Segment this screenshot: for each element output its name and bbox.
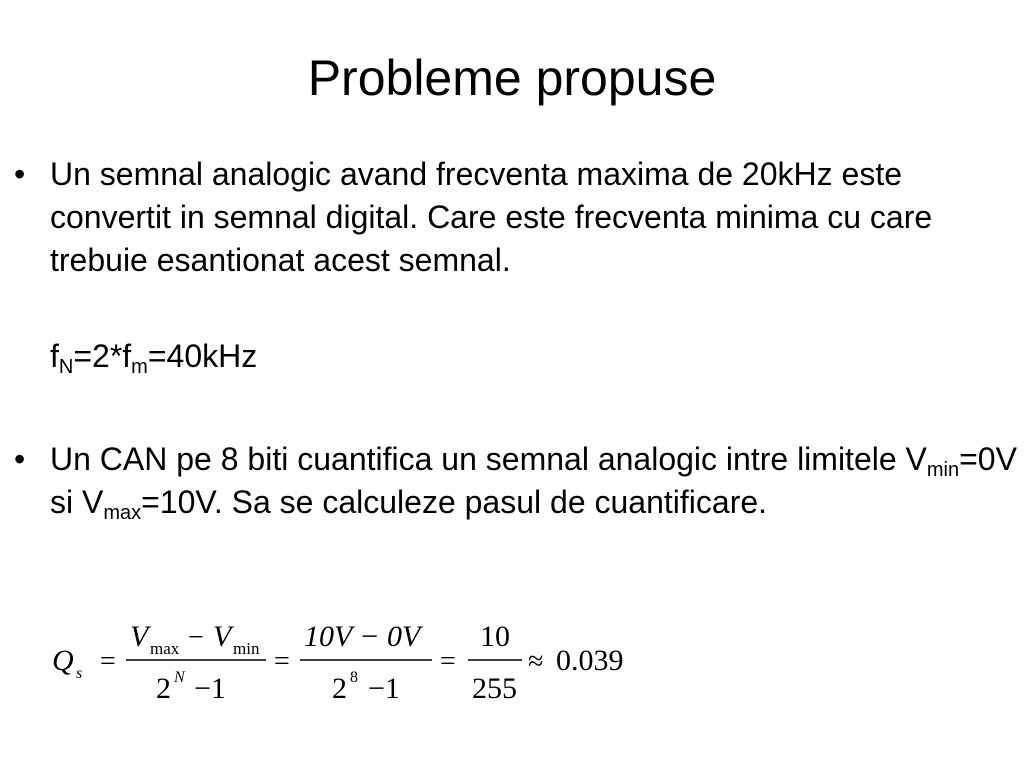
bullet-text-part: =10V. Sa se calculeze pasul de cuantificare. <box>141 484 768 520</box>
formula-v1: V <box>130 620 149 653</box>
answer-nyquist <box>50 335 257 378</box>
formula-frac3-num: 10 <box>480 620 510 653</box>
formula-den2-rest: −1 <box>368 672 400 705</box>
formula-frac2-num: 10V − 0V <box>304 620 421 653</box>
formula-approx: ≈ <box>528 646 544 677</box>
quantization-formula <box>50 612 650 717</box>
formula-v2-sub: min <box>233 639 260 658</box>
formula-den1-rest: −1 <box>194 672 226 705</box>
answer-sub-n: N <box>58 356 74 378</box>
answer-end: =40kHz <box>147 338 258 374</box>
bullet-dot-icon: • <box>14 441 26 477</box>
answer-sub-m: m <box>131 356 148 378</box>
formula-den1-exp: N <box>174 669 185 686</box>
formula-den2-base: 2 <box>332 672 347 705</box>
formula-q-sub: s <box>76 665 83 682</box>
formula-result: 0.039 <box>556 644 624 677</box>
answer-f: f <box>50 338 59 374</box>
formula-eq-3: = <box>440 646 456 677</box>
bullet-text-part: =0V si V <box>50 441 1017 520</box>
bullet-text <box>50 438 1020 524</box>
subscript-min: min <box>926 459 960 481</box>
bullet-dot-icon: • <box>14 156 26 192</box>
answer-mid: =2*f <box>73 338 132 374</box>
formula-frac3-den: 255 <box>472 672 517 705</box>
formula-v1-sub: max <box>150 639 180 658</box>
formula-minus: − <box>188 622 204 653</box>
slide-title: Probleme propuse <box>307 50 717 106</box>
formula-eq-1: = <box>100 646 116 677</box>
formula-den2-exp: 8 <box>350 669 358 686</box>
formula-eq-2: = <box>274 646 290 677</box>
bullet-text-part: Un CAN pe 8 biti cuantifica un semnal analogic intre limitele V <box>50 441 927 477</box>
formula-q: Q <box>52 644 74 677</box>
formula-den1-base: 2 <box>156 672 171 705</box>
formula-svg <box>50 612 650 712</box>
bullet-text: Un semnal analogic avand frecventa maxima de 20kHz este convertit in semnal digital. Care este frecventa minima cu care trebuie esantionat acest semnal. <box>50 156 933 278</box>
formula-v2: V <box>213 620 232 653</box>
subscript-max: max <box>103 502 142 524</box>
